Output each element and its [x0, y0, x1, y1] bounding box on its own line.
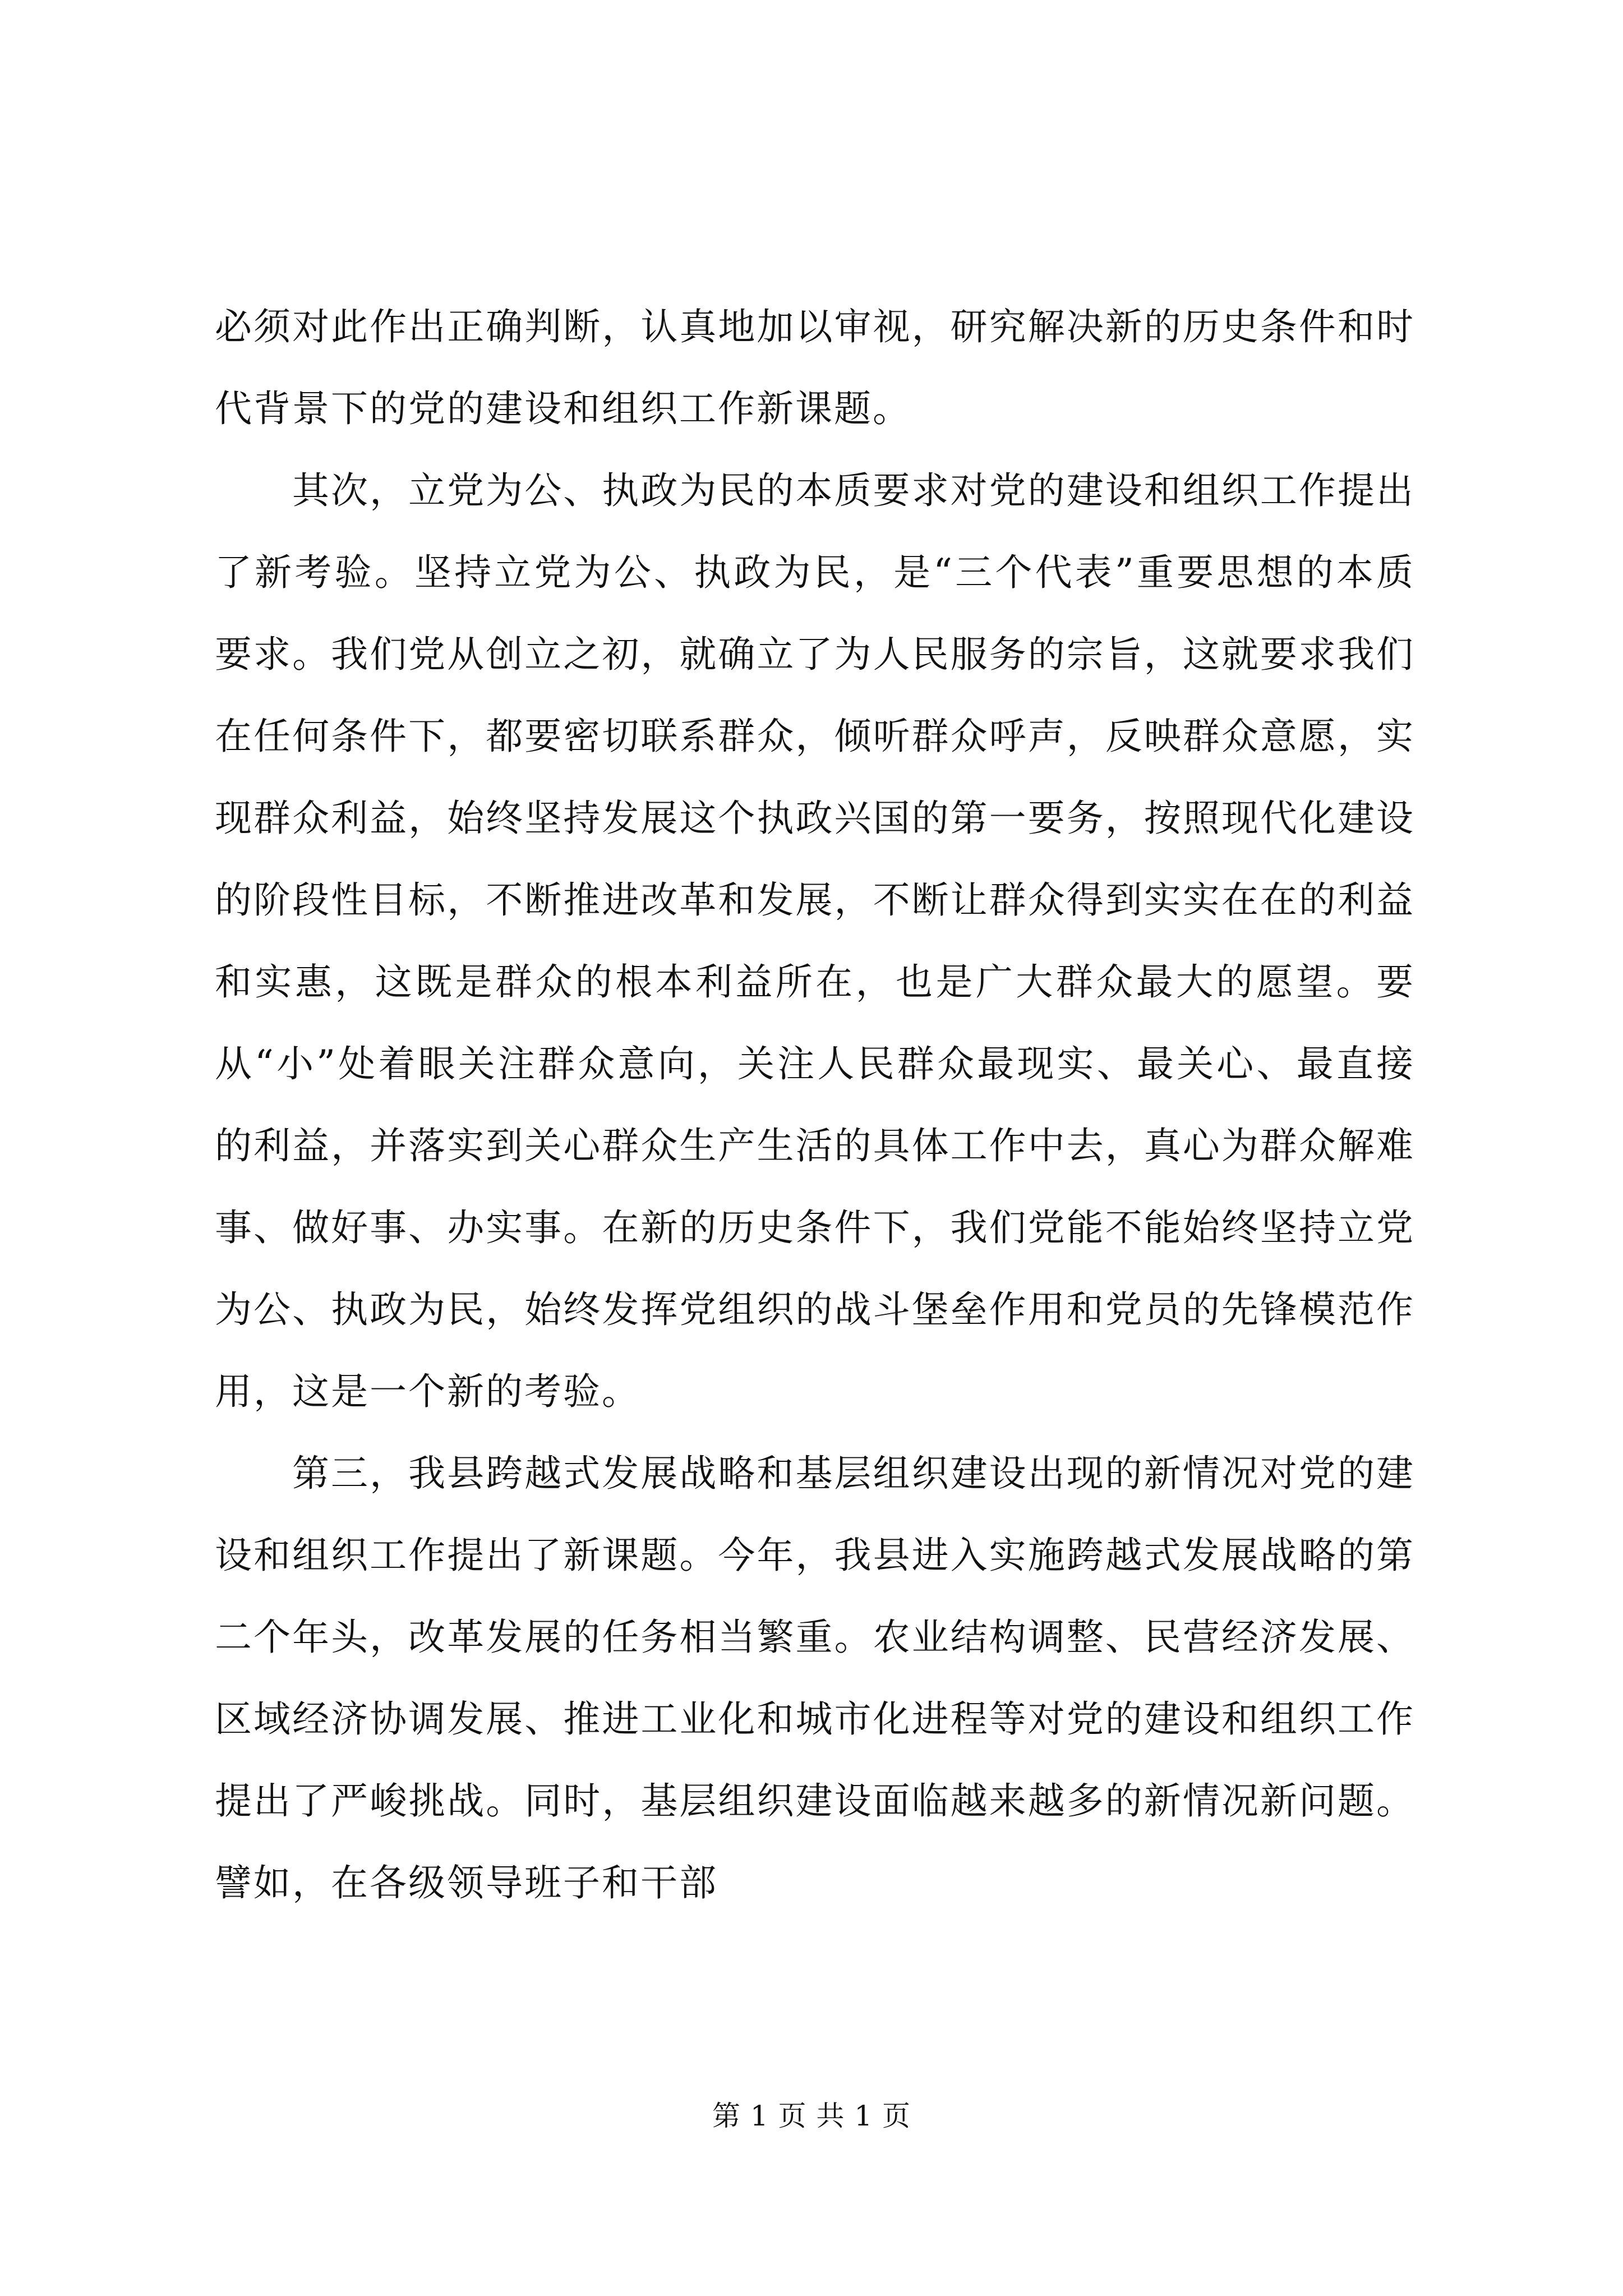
- paragraph-continuation: 必须对此作出正确判断，认真地加以审视，研究解决新的历史条件和时代背景下的党的建设和组织工作新课题。: [215, 305, 1415, 430]
- document-body: [215, 286, 1415, 1924]
- paragraph-second-point: 其次，立党为公、执政为民的本质要求对党的建设和组织工作提出了新考验。坚持立党为公、执政为民，是“三个代表”重要思想的本质要求。我们党从创立之初，就确立了为人民服务的宗旨，这就要求我们在任何条件下，都要密切联系群众，倾听群众呼声，反映群众意愿，实现群众利益，始终坚持发展这个执政兴国的第一要务，按照现代化建设的阶段性目标，不断推进改革和发展，不断让群众得到实实在在的利益和实惠，这既是群众的根本利益所在，也是广大群众最大的愿望。要从“小”处着眼关注群众意向，关注人民群众最现实、最关心、最直接的利益，并落实到关心群众生产生活的具体工作中去，真心为群众解难事、做好事、办实事。在新的历史条件下，我们党能不能始终坚持立党为公、执政为民，始终发挥党组织的战斗堡垒作用和党员的先锋模范作用，这是一个新的考验。: [215, 469, 1415, 1413]
- paragraph-third-point: 第三，我县跨越式发展战略和基层组织建设出现的新情况对党的建设和组织工作提出了新课题。今年，我县进入实施跨越式发展战略的第二个年头，改革发展的任务相当繁重。农业结构调整、民营经济发展、区域经济协调发展、推进工业化和城市化进程等对党的建设和组织工作提出了严峻挑战。同时，基层组织建设面临越来越多的新情况新问题。譬如，在各级领导班子和干部: [215, 1452, 1415, 1904]
- page-number-footer: 第 1 页 共 1 页: [712, 2100, 911, 2132]
